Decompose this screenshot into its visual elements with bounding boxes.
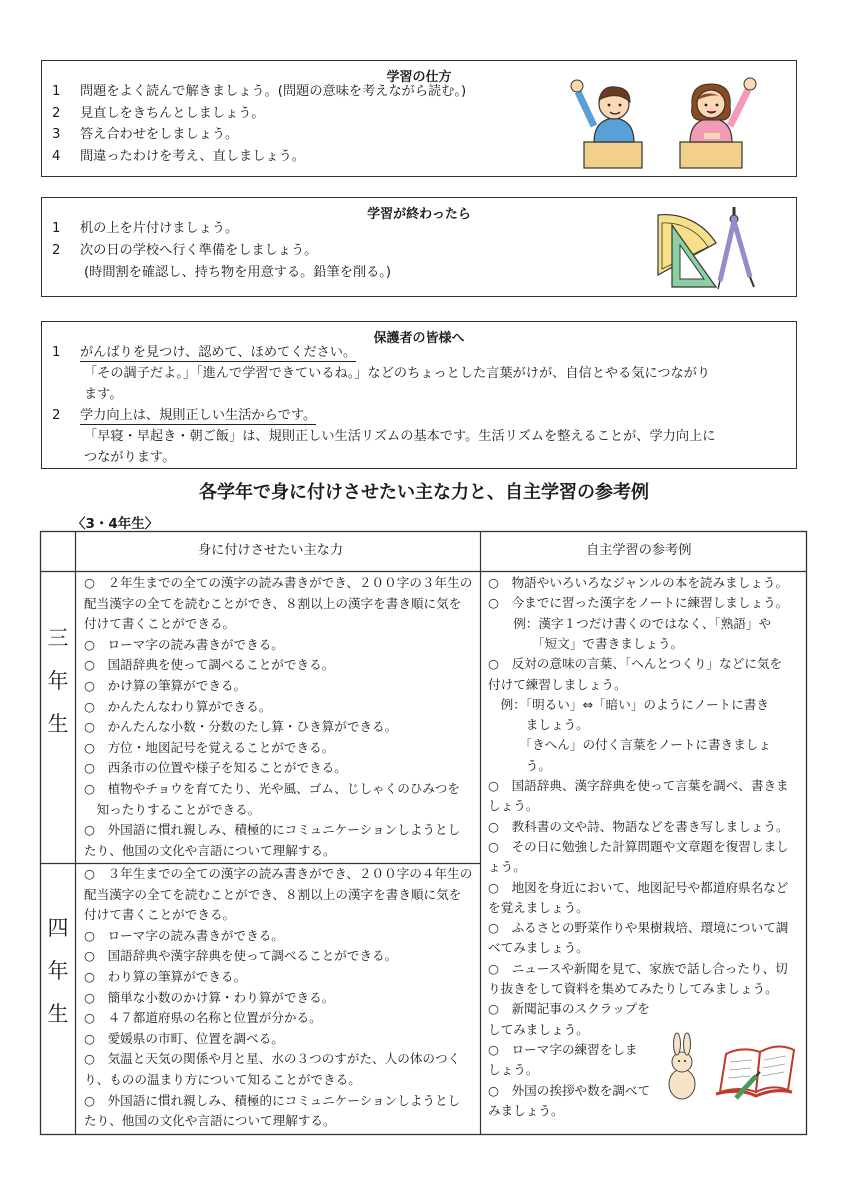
cell-line: しょう。 [488,798,539,814]
cell-line: ○ 簡単な小数のかけ算・わり算ができる。 [84,989,335,1005]
cell-line: みましょう。 [488,1102,564,1118]
cell-line: ○ 方位・地図記号を覚えることができる。 [84,739,335,755]
cell-line: ょう。 [488,859,526,875]
cell-line: ○ 植物やチョウを育てたり、光や風、ゴム、じしゃくのひみつを [84,781,460,796]
grade-char: 生 [47,1002,69,1026]
box-title: 保護者の皆様へ [373,331,465,346]
cell-line: しょう。 [488,1062,539,1078]
cell-line: ○ ローマ字の読み書きができる。 [84,927,284,943]
list-item: 間違ったわけを考え、直しましょう。 [80,149,305,164]
box-title: 学習の仕方 [386,70,452,85]
item-number: 1 [52,345,61,360]
cell-line: ○ わり算の筆算ができる。 [84,969,247,984]
rabbit-book-illustration [660,1032,800,1102]
grade-char: 年 [47,669,69,693]
cell-line: ○ 今までに習った漢字をノートに練習しましょう。 [488,595,789,611]
cell-line: ○ 外国語に慣れ親しみ、積極的にコミュニケーションしようとし [84,822,461,838]
cell-line: 付けて書くことができる。 [84,616,236,632]
cell-line: う。 [488,757,551,773]
cell-line: り、ものの温まり方について知ることができる。 [84,1072,361,1087]
cell-line: 付けて練習しましょう。 [488,676,627,692]
cell-line: ○ 物語やいろいろなジャンルの本を読みましょう。 [488,575,789,590]
cell-line: ○ ３年生までの全ての漢字の読み書きができ、２００字の４年生の [84,866,473,881]
cell-line: を覚えましょう。 [488,899,589,915]
cell-line: たり、他国の文化や言語について理解する。 [84,842,336,858]
cell-line: ○ ２年生までの全ての漢字の読み書きができ、２００字の３年生の [84,575,473,590]
cell-line: ○ 外国語に慣れ親しみ、積極的にコミュニケーションしようとし [84,1092,461,1108]
list-item: 机の上を片付けましょう。 [80,221,239,236]
cell-line: ○ その日に勉強した計算問題や文章題を復習しまし [488,838,789,854]
list-item: 問題をよく読んで解きましょう。(問題の意味を考えながら読む。) [80,84,467,99]
cell-line: ○ ローマ字の練習をしま [488,1041,638,1057]
item-number: 1 [52,221,61,236]
cell-line: ○ 国語辞典、漢字辞典を使って言葉を調べ、書きま [488,778,789,793]
item-number: 1 [52,84,61,99]
grade-range-label: 〈3・4年生〉 [72,516,159,532]
grade-char: 生 [47,712,69,736]
grade-char: 四 [47,916,69,940]
cell-line: たり、他国の文化や言語について理解する。 [84,1113,336,1129]
cell-line: 「短文」で書きましょう。 [488,635,684,651]
cell-line: ○ ふるさとの野菜作りや果樹栽培、環境について調 [488,920,789,936]
cell-line: 知ったりすることができる。 [84,801,261,817]
cell-line: ○ 国語辞典や漢字辞典を使って調べることができる。 [84,948,398,964]
list-item-body: つながります。 [84,450,176,465]
cell-line: べてみましょう。 [488,940,589,956]
cell-line: ○ 気温と天気の関係や月と星、水の３つのすがた、人の体のつく [84,1051,461,1067]
cell-line: 付けて書くことができる。 [84,907,236,923]
item-number: 4 [52,149,61,164]
cell-line: 配当漢字の全てを読むことができ、８割以上の漢字を書き順に気を [84,886,462,902]
cell-line: ○ 教科書の文や詩、物語などを書き写しましょう。 [488,818,789,834]
item-number: 3 [52,127,61,142]
item-number: 2 [52,243,61,258]
cell-line: ○ かんたんなわり算ができる。 [84,698,272,714]
cell-line: ○ ローマ字の読み書きができる。 [84,636,284,652]
cell-line: 例：漢字１つだけ書くのではなく、「熟語」や [488,615,772,631]
cell-line: 「きへん」の付く言葉をノートに書きましょ [488,737,771,753]
list-item-body: ます。 [84,387,123,402]
cell-line: してみましょう。 [488,1021,589,1037]
grade-char: 三 [47,626,69,650]
list-item: 答え合わせをしましょう。 [80,127,239,142]
list-item: 次の日の学校へ行く準備をしましょう。 [80,243,318,258]
cell-line: ○ 西条市の位置や様子を知ることができる。 [84,760,347,776]
list-item: 見直しをきちんとしましょう。 [80,106,265,121]
list-item-body: 「その調子だよ。」「進んで学習できているね。」などのちょっとした言葉がけが、自信とやる気につながり [84,366,711,381]
list-item-sub: (時間割を確認し、持ち物を用意する。鉛筆を削る。) [84,265,392,280]
grade-char: 年 [47,959,69,983]
cell-line: ○ 新聞記事のスクラップを [488,1001,650,1017]
cell-line: ○ ニュースや新聞を見て、家族で話し合ったり、切 [488,960,788,976]
cell-line: ○ かけ算の筆算ができる。 [84,678,247,693]
column-header-self-study: 自主学習の参考例 [586,543,692,558]
cell-line: り抜きをして資料を集めてみたりしてみましょう。 [488,981,778,996]
cell-line: ○ 反対の意味の言葉、「へんとつくり」などに気を [488,656,783,672]
list-item-heading: 学力向上は、規則正しい生活からです。 [80,408,317,423]
cell-line: ○ ４７都道府県の名称と位置が分かる。 [84,1010,322,1026]
cell-line: ましょう。 [488,717,589,733]
cell-line: 例：「明るい」⇔「暗い」のようにノートに書き [488,696,769,712]
list-item-body: 「早寝・早起き・朝ご飯」は、規則正しい生活リズムの基本です。生活リズムを整えることが、学力向上に [84,429,716,444]
list-item-heading: がんばりを見つけ、認めて、ほめてください。 [80,345,357,360]
cell-line: 配当漢字の全てを読むことができ、８割以上の漢字を書き順に気を [84,595,462,611]
cell-line: ○ 地図を身近において、地図記号や都道府県名など [488,879,789,895]
box-title: 学習が終わったら [367,207,471,222]
item-number: 2 [52,106,61,121]
cell-line: ○ 愛媛県の市町、位置を調べる。 [84,1030,284,1046]
item-number: 2 [52,408,61,423]
cell-line: ○ かんたんな小数・分数のたし算・ひき算ができる。 [84,719,398,735]
column-header-abilities: 身に付けさせたい主な力 [198,543,344,558]
cell-line: ○ 国語辞典を使って調べることができる。 [84,657,335,673]
cell-line: ○ 外国の挨拶や数を調べて [488,1082,651,1098]
section-heading: 各学年で身に付けさせたい主な力と、自主学習の参考例 [199,482,649,503]
